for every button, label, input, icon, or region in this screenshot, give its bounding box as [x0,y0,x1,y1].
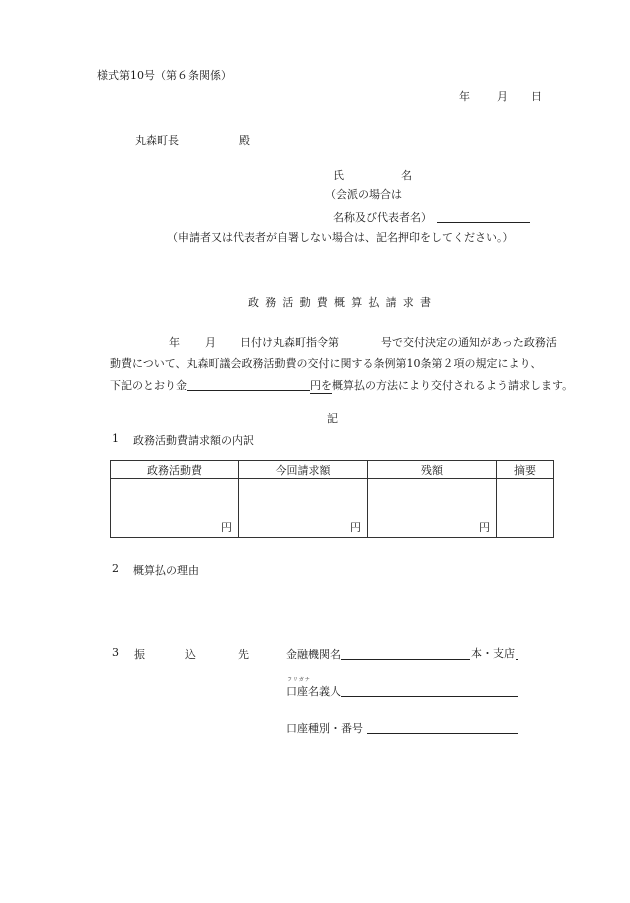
applicant-name-label-1: 氏 [333,169,344,182]
column-header-balance: 残額 [368,461,497,479]
date-year-label: 年 [459,90,470,103]
account-holder-label: 口座名義人 [286,685,341,698]
faction-label-line-1: （会派の場合は [325,188,402,201]
body-month-label: 月 [205,336,216,349]
yen-unit: 円 [350,521,361,534]
section-2-heading: 概算払の理由 [133,564,199,577]
furigana-label: フリガナ [287,677,311,683]
remarks-cell[interactable] [497,479,554,538]
yen-unit: 円 [221,521,232,534]
body-yen-wo: 円を [310,379,332,392]
seal-note: （申請者又は代表者が自署しない場合は、記名押印をしてください。） [167,231,514,244]
body-amount-suffix: 概算払の方法により交付されるよう請求します。 [332,379,574,392]
section-3-heading-char-1: 振 [134,648,145,661]
applicant-name-label-2: 名 [401,169,412,182]
column-header-remarks: 摘要 [497,461,554,479]
ki-marker: 記 [327,412,338,425]
body-amount-prefix: 下記のとおり金 [110,379,187,392]
account-holder-field[interactable] [341,684,518,697]
date-day-label: 日 [531,90,542,103]
account-type-number-field[interactable] [367,721,518,734]
date-month-label: 月 [497,90,508,103]
account-type-number-label: 口座種別・番号 [286,722,363,735]
document-title: 政務活動費概算払請求書 [248,296,438,309]
amount-field[interactable] [187,378,310,391]
section-1-number: 1 [112,432,119,445]
body-line-2: 動費について、丸森町議会政務活動費の交付に関する条例第10条第２項の規定により、 [110,357,542,370]
addressee-honorific: 殿 [239,134,250,147]
bank-name-label: 金融機関名 [286,648,341,661]
section-3-number: 3 [112,646,119,659]
body-year-label: 年 [169,336,180,349]
branch-label: 本・支店 [471,647,515,660]
body-directive-text: 日付け丸森町指令第 [240,336,339,349]
current-request-cell[interactable] [239,479,368,538]
section-3-heading-char-2: 込 [185,648,196,661]
breakdown-table [110,460,554,538]
applicant-name-field[interactable] [437,210,530,223]
faction-label-line-2: 名称及び代表者名） [333,211,432,224]
form-number: 様式第10号（第６条関係） [97,69,232,82]
section-2-number: 2 [112,562,119,575]
column-header-current-request: 今回請求額 [239,461,368,479]
section-3-heading-char-3: 先 [238,648,249,661]
yen-unit: 円 [479,521,490,534]
body-notice-text: 号で交付決定の通知があった政務活 [381,336,557,349]
section-1-heading: 政務活動費請求額の内訳 [133,434,254,447]
column-header-activity-fee: 政務活動費 [111,461,239,479]
addressee-name: 丸森町長 [135,134,179,147]
activity-fee-cell[interactable] [111,479,239,538]
balance-cell[interactable] [368,479,497,538]
